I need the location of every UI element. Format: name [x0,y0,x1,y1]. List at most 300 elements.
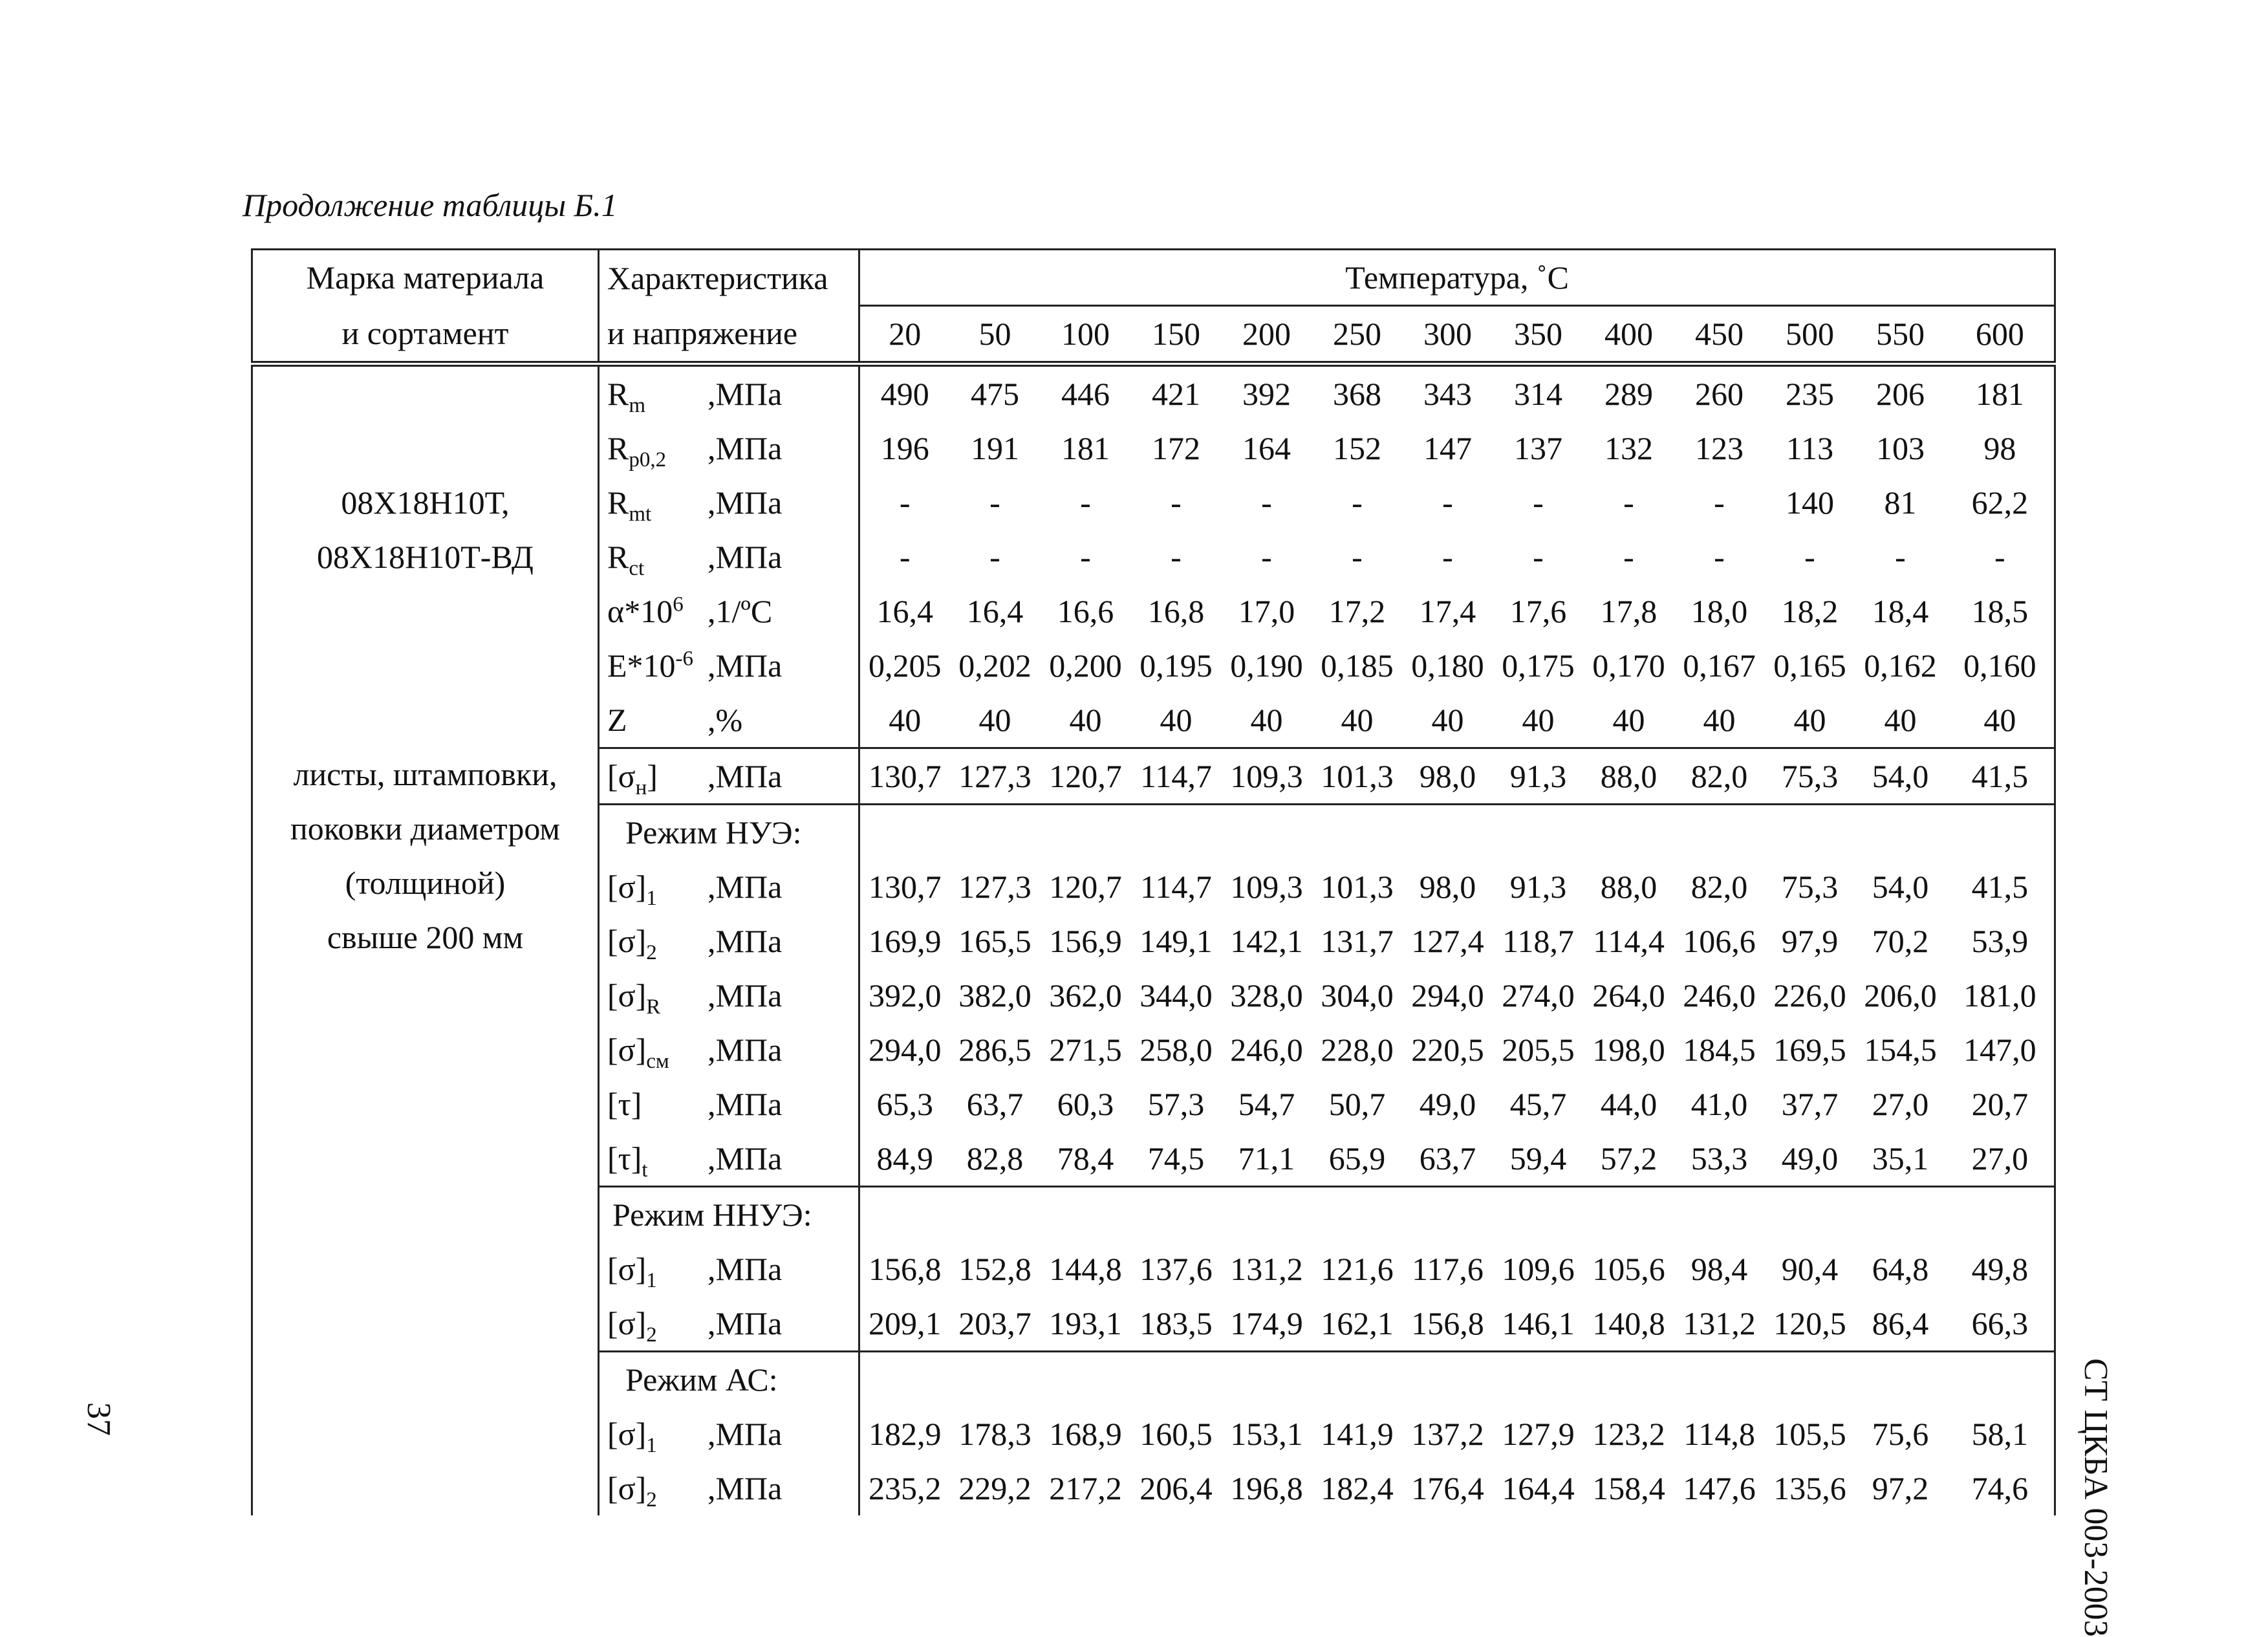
value-cell: 120,5 [1773,1305,1846,1341]
value-cell: 91,3 [1493,748,1584,805]
value-cell: 40 [1946,693,2055,748]
value-cell: - [989,484,1000,521]
value-cell: 169,5 [1773,1032,1846,1068]
empty-cell [1403,1352,1493,1407]
value-cell: 152,8 [958,1251,1031,1287]
temperature-header-cell: 400 [1584,306,1674,364]
value-cell: 40 [889,702,922,738]
value-cell: 63,7 [966,1086,1024,1122]
value-cell: 174,9 [1230,1305,1303,1341]
value-cell: 181 [1061,430,1110,466]
value-cell: 103 [1876,430,1925,466]
label-alpha: $\alpha*10^6$ ,1/ºС [599,584,859,638]
table-caption: Продолжение таблицы Б.1 [243,187,618,223]
value-cell: 40 [1069,702,1102,738]
value-cell: 58,1 [1946,1407,2055,1461]
value-cell: 127,3 [950,748,1041,805]
label-nue-sigma1: $[\sigma]_1$ ,МПа [599,860,859,914]
empty-cell [1946,1187,2055,1242]
value-cell: 152 [1333,430,1381,466]
value-cell: 191 [971,430,1019,466]
value-cell: 98 [1946,421,2055,475]
value-cell: 217,2 [1049,1470,1122,1506]
value-cell: 140,8 [1592,1305,1665,1341]
value-cell: 75,3 [1765,748,1855,805]
empty-cell [1131,1352,1222,1407]
empty-cell [1493,805,1584,860]
empty-cell [950,805,1041,860]
empty-cell [1222,805,1312,860]
value-cell: 137,6 [1139,1251,1213,1287]
value-cell: 0,165 [1773,647,1846,684]
empty-cell [1403,805,1493,860]
empty-cell [1584,1352,1674,1407]
value-cell: 274,0 [1502,977,1575,1014]
value-cell: - [1714,484,1725,521]
value-cell: 84,9 [876,1140,933,1176]
label-nue-sigmacm: $[\sigma]_{см}$ ,МПа [599,1023,859,1077]
value-cell: - [899,539,911,575]
value-cell: 229,2 [958,1470,1031,1506]
page-number: 37 [80,1402,117,1436]
value-cell: 109,6 [1502,1251,1575,1287]
value-cell: 343 [1423,376,1472,412]
value-cell: 246,0 [1683,977,1756,1014]
value-cell: 328,0 [1230,977,1303,1014]
temperature-header-cell: 300 [1403,306,1493,364]
value-cell: 141,9 [1321,1416,1394,1452]
value-cell: 64,8 [1872,1251,1929,1287]
temperature-header-cell: 500 [1765,306,1855,364]
value-cell: 65,3 [876,1086,933,1122]
value-cell: 71,1 [1238,1140,1295,1176]
value-cell: 392 [1242,376,1291,412]
value-cell: 40 [1341,702,1374,738]
value-cell: 246,0 [1230,1032,1303,1068]
value-cell: 101,3 [1312,748,1403,805]
value-cell: 54,0 [1872,869,1929,905]
value-cell: 294,0 [869,1032,942,1068]
value-cell: 490 [880,376,929,412]
temperature-header-cell: 250 [1312,306,1403,364]
value-cell: 0,195 [1139,647,1213,684]
value-cell: 97,9 [1781,923,1839,959]
temperature-header-cell: 50 [950,306,1041,364]
empty-cell [950,1187,1041,1242]
value-cell: 131,7 [1321,923,1394,959]
value-cell: 114,7 [1140,869,1212,905]
value-cell: 0,162 [1864,647,1937,684]
value-cell: 41,5 [1946,860,2055,914]
value-cell: 198,0 [1592,1032,1665,1068]
value-cell: - [1442,484,1453,521]
value-cell: - [899,484,911,521]
value-cell: 130,7 [859,748,950,805]
value-cell: 35,1 [1872,1140,1929,1176]
empty-cell [1493,1352,1584,1407]
value-cell: 382,0 [958,977,1031,1014]
value-cell: - [1946,530,2055,584]
value-cell: 114,7 [1131,748,1222,805]
value-cell: 49,8 [1946,1242,2055,1296]
label-nue-tau: [τ] ,МПа [599,1077,859,1131]
value-cell: - [989,539,1000,575]
value-cell: 62,2 [1946,475,2055,530]
value-cell: 132 [1604,430,1653,466]
value-cell: 162,1 [1321,1305,1394,1341]
value-cell: 172 [1152,430,1200,466]
value-cell: - [1623,484,1634,521]
header-material-line2: и сортамент [252,306,599,364]
value-cell: 121,6 [1321,1251,1394,1287]
header-characteristic-line1: Характеристика [599,250,859,306]
material-sort-1: листы, штамповки, [293,756,557,792]
value-cell: 88,0 [1600,869,1658,905]
value-cell: 153,1 [1230,1416,1303,1452]
empty-cell [1946,805,2055,860]
value-cell: 181 [1946,364,2055,422]
value-cell: 178,3 [958,1416,1031,1452]
value-cell: 16,8 [1147,593,1205,629]
value-cell: 74,6 [1946,1461,2055,1515]
value-cell: 344,0 [1139,977,1213,1014]
value-cell: 40 [1250,702,1283,738]
value-cell: 127,3 [958,869,1031,905]
label-nue-taut: $[\tau]_t$ ,МПа [599,1131,859,1187]
value-cell: - [1623,539,1634,575]
value-cell: 144,8 [1049,1251,1122,1287]
value-cell: 81 [1884,484,1917,521]
value-cell: 193,1 [1049,1305,1122,1341]
value-cell: 235 [1786,376,1834,412]
value-cell: 146,1 [1502,1305,1575,1341]
value-cell: - [1533,539,1544,575]
header-temperature: Температура, ˚С [859,250,2055,306]
value-cell: 226,0 [1773,977,1846,1014]
temperature-header-cell: 450 [1674,306,1765,364]
empty-cell [1674,1352,1765,1407]
label-rm: $R_m$ ,МПа [599,364,859,422]
empty-cell [1855,805,1946,860]
value-cell: 140 [1786,484,1834,521]
value-cell: 228,0 [1321,1032,1394,1068]
value-cell: 123 [1695,430,1744,466]
value-cell: 131,2 [1230,1251,1303,1287]
value-cell: 182,9 [869,1416,942,1452]
value-cell: 20,7 [1946,1077,2055,1131]
value-cell: 475 [971,376,1019,412]
value-cell: 196 [880,430,929,466]
value-cell: 97,2 [1872,1470,1929,1506]
empty-cell [1403,1187,1493,1242]
value-cell: 98,4 [1690,1251,1748,1287]
empty-cell [1584,1187,1674,1242]
value-cell: 40 [1612,702,1645,738]
value-cell: 154,5 [1864,1032,1937,1068]
empty-cell [1765,1187,1855,1242]
temperature-header-cell: 200 [1222,306,1312,364]
empty-cell [1493,1187,1584,1242]
value-cell: 158,4 [1592,1470,1665,1506]
mode-nnue-title: Режим ННУЭ: [599,1187,859,1242]
value-cell: 40 [1522,702,1555,738]
value-cell: 130,7 [869,869,942,905]
empty-cell [1765,1352,1855,1407]
value-cell: 164,4 [1502,1470,1575,1506]
value-cell: 392,0 [869,977,942,1014]
value-cell: 368 [1333,376,1381,412]
value-cell: - [1714,539,1725,575]
value-cell: 17,2 [1328,593,1386,629]
value-cell: 53,3 [1690,1140,1748,1176]
value-cell: 149,1 [1139,923,1213,959]
value-cell: 16,6 [1057,593,1114,629]
value-cell: - [1080,539,1091,575]
empty-cell [1222,1187,1312,1242]
value-cell: 101,3 [1321,869,1394,905]
value-cell: 109,3 [1222,748,1312,805]
value-cell: 0,185 [1321,647,1394,684]
value-cell: - [1533,484,1544,521]
temperature-header-cell: 100 [1041,306,1131,364]
value-cell: 0,190 [1230,647,1303,684]
empty-cell [1855,1352,1946,1407]
value-cell: 98,0 [1419,869,1476,905]
value-cell: 160,5 [1139,1416,1213,1452]
document-code: СТ ЦКБА 003-2003 [2077,1358,2114,1637]
value-cell: 40 [1431,702,1464,738]
empty-cell [1222,1352,1312,1407]
value-cell: 286,5 [958,1032,1031,1068]
value-cell: 113 [1786,430,1834,466]
value-cell: 40 [1160,702,1193,738]
value-cell: 49,0 [1419,1086,1476,1122]
value-cell: 88,0 [1584,748,1674,805]
value-cell: 169,9 [869,923,942,959]
label-nnue-sigma1: $[\sigma]_1$ ,МПа [599,1242,859,1296]
value-cell: 235,2 [869,1470,942,1506]
value-cell: 106,6 [1683,923,1756,959]
temperature-header-cell: 150 [1131,306,1222,364]
value-cell: 86,4 [1872,1305,1929,1341]
value-cell: 63,7 [1419,1140,1476,1176]
value-cell: 117,6 [1412,1251,1484,1287]
value-cell: 127,4 [1411,923,1484,959]
value-cell: 168,9 [1049,1416,1122,1452]
value-cell: 18,0 [1690,593,1748,629]
empty-cell [1131,1187,1222,1242]
value-cell: 196,8 [1230,1470,1303,1506]
value-cell: 44,0 [1600,1086,1658,1122]
value-cell: 41,0 [1690,1086,1748,1122]
value-cell: 66,3 [1946,1296,2055,1352]
value-cell: 18,5 [1946,584,2055,638]
value-cell: - [1261,539,1272,575]
value-cell: - [1895,539,1906,575]
material-grade-2: 08Х18Н10Т-ВД [317,539,534,575]
material-grade-1: 08Х18Н10Т, [341,484,510,521]
value-cell: 75,6 [1872,1416,1929,1452]
value-cell: 258,0 [1139,1032,1213,1068]
empty-cell [1312,805,1403,860]
material-cell [252,364,599,1516]
value-cell: 90,4 [1781,1251,1839,1287]
value-cell: 220,5 [1411,1032,1484,1068]
value-cell: 314 [1514,376,1562,412]
value-cell: 114,8 [1683,1416,1755,1452]
value-cell: 18,2 [1781,593,1839,629]
value-cell: 82,8 [966,1140,1024,1176]
value-cell: 137,2 [1411,1416,1484,1452]
header-characteristic-line2: и напряжение [599,306,859,364]
value-cell: 27,0 [1946,1131,2055,1187]
value-cell: 120,7 [1041,748,1131,805]
empty-cell [1765,805,1855,860]
mode-nue-title: Режим НУЭ: [599,805,859,860]
value-cell: 165,5 [958,923,1031,959]
value-cell: 446 [1061,376,1110,412]
label-nue-sigma2: $[\sigma]_2$ ,МПа [599,914,859,968]
value-cell: 40 [1884,702,1917,738]
empty-cell [1584,805,1674,860]
value-cell: 16,4 [966,593,1024,629]
value-cell: 78,4 [1057,1140,1114,1176]
value-cell: 176,4 [1411,1470,1484,1506]
empty-cell [859,1352,950,1407]
empty-cell [1674,805,1765,860]
value-cell: 109,3 [1230,869,1303,905]
value-cell: 156,8 [869,1251,942,1287]
value-cell: 271,5 [1049,1032,1122,1068]
empty-cell [859,805,950,860]
label-nue-sigmaR: $[\sigma]_R$ ,МПа [599,968,859,1023]
value-cell: 0,200 [1049,647,1122,684]
label-as-sigma2: $[\sigma]_2$ ,МПа [599,1461,859,1515]
value-cell: 183,5 [1139,1305,1213,1341]
value-cell: 142,1 [1230,923,1303,959]
value-cell: 137 [1514,430,1562,466]
empty-cell [1312,1187,1403,1242]
value-cell: 120,7 [1049,869,1122,905]
value-cell: 105,6 [1592,1251,1665,1287]
value-cell: 40 [1793,702,1826,738]
value-cell: 91,3 [1509,869,1567,905]
empty-cell [1312,1352,1403,1407]
value-cell: 82,0 [1690,869,1748,905]
value-cell: - [1352,484,1363,521]
value-cell: 40 [1703,702,1736,738]
label-z: Z ,% [599,693,859,748]
value-cell: 260 [1695,376,1744,412]
value-cell: 0,202 [958,647,1031,684]
material-sort-4: свыше 200 мм [327,919,524,955]
value-cell: 49,0 [1781,1140,1839,1176]
label-as-sigma1: $[\sigma]_1$ ,МПа [599,1407,859,1461]
value-cell: 59,4 [1509,1140,1567,1176]
value-cell: 0,180 [1411,647,1484,684]
value-cell: 184,5 [1683,1032,1756,1068]
value-cell: 118,7 [1502,923,1574,959]
label-rp02: $R_{p0,2}$ ,МПа [599,421,859,475]
value-cell: 362,0 [1049,977,1122,1014]
value-cell: 37,7 [1781,1086,1839,1122]
value-cell: 17,6 [1509,593,1567,629]
value-cell: 82,0 [1674,748,1765,805]
value-cell: 203,7 [958,1305,1031,1341]
value-cell: 45,7 [1509,1086,1567,1122]
value-cell: 205,5 [1502,1032,1575,1068]
value-cell: 74,5 [1147,1140,1205,1176]
temperature-header-cell: 550 [1855,306,1946,364]
value-cell: 54,7 [1238,1086,1295,1122]
value-cell: - [1261,484,1272,521]
temperature-header-cell: 600 [1946,306,2055,364]
value-cell: 60,3 [1057,1086,1114,1122]
label-rct: $R_{ct}$ ,МПа [599,530,859,584]
value-cell: 98,0 [1403,748,1493,805]
value-cell: 0,167 [1683,647,1756,684]
mode-as-title: Режим АС: [599,1352,859,1407]
value-cell: 156,9 [1049,923,1122,959]
value-cell: 156,8 [1411,1305,1484,1341]
empty-cell [1131,805,1222,860]
value-cell: 40 [978,702,1011,738]
value-cell: 75,3 [1781,869,1839,905]
header-material-line1: Марка материала [252,250,599,306]
value-cell: 0,205 [869,647,942,684]
label-sigma-n: $[\sigma_н]$ ,МПа [599,748,859,805]
label-e: $Е*10^{-6}$ ,МПа [599,638,859,693]
value-cell: 206 [1876,376,1925,412]
value-cell: 206,0 [1864,977,1937,1014]
value-cell: 18,4 [1872,593,1929,629]
material-sort-3: (толщиной) [345,865,506,901]
value-cell: 17,4 [1419,593,1476,629]
value-cell: - [1080,484,1091,521]
value-cell: - [1442,539,1453,575]
value-cell: 206,4 [1139,1470,1213,1506]
value-cell: 421 [1152,376,1200,412]
value-cell: 114,4 [1593,923,1665,959]
value-cell: 65,9 [1328,1140,1386,1176]
properties-table [251,248,2056,1515]
empty-cell [950,1352,1041,1407]
value-cell: 182,4 [1321,1470,1394,1506]
value-cell: 147,0 [1946,1023,2055,1077]
value-cell: 41,5 [1946,748,2055,805]
value-cell: 127,9 [1502,1416,1575,1452]
value-cell: 70,2 [1872,923,1929,959]
value-cell: 54,0 [1855,748,1946,805]
value-cell: 135,6 [1773,1470,1846,1506]
value-cell: 57,2 [1600,1140,1658,1176]
label-nnue-sigma2: $[\sigma]_2$ ,МПа [599,1296,859,1352]
empty-cell [1041,1352,1131,1407]
value-cell: 164 [1242,430,1291,466]
value-cell: 264,0 [1592,977,1665,1014]
value-cell: 304,0 [1321,977,1394,1014]
value-cell: 53,9 [1946,914,2055,968]
value-cell: 147 [1423,430,1472,466]
empty-cell [859,1187,950,1242]
empty-cell [1855,1187,1946,1242]
value-cell: 50,7 [1328,1086,1386,1122]
label-rmt: $R_{mt}$ ,МПа [599,475,859,530]
value-cell: 181,0 [1946,968,2055,1023]
value-cell: - [1171,539,1182,575]
empty-cell [1041,1187,1131,1242]
value-cell: 131,2 [1683,1305,1756,1341]
